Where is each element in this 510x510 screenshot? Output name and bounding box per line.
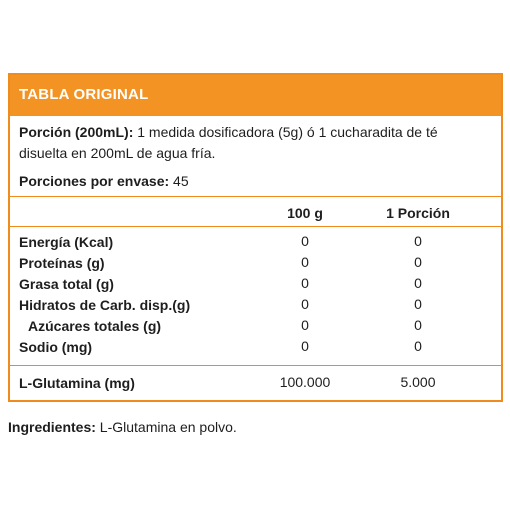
- nutrition-table: [8, 73, 503, 402]
- ingredients-text: L-Glutamina en polvo.: [95, 419, 237, 435]
- nutrient-name: Grasa total (g): [19, 276, 114, 292]
- table-title: TABLA ORIGINAL: [19, 86, 149, 103]
- ingredients-label: Ingredientes:: [8, 419, 96, 435]
- servings-label: Porciones por envase:: [19, 173, 170, 189]
- nutrient-per100: 0: [301, 317, 309, 333]
- servings-value: 45: [169, 173, 189, 189]
- divider: [10, 365, 501, 366]
- nutrient-name: Azúcares totales (g): [28, 318, 162, 334]
- col-header-100g: 100 g: [287, 205, 323, 221]
- nutrient-name: Energía (Kcal): [19, 234, 114, 250]
- portion-line-2: disuelta en 200mL de agua fría.: [19, 145, 216, 161]
- servings-line: [19, 172, 189, 190]
- divider: [10, 196, 501, 197]
- portion-line-1: [19, 123, 438, 141]
- nutrient-perportion: 0: [414, 254, 422, 270]
- nutrient-perportion: 0: [414, 338, 422, 354]
- nutrient-per100: 0: [301, 338, 309, 354]
- glutamine-perportion: 5.000: [400, 374, 436, 390]
- table-header: [10, 75, 501, 116]
- portion-label: Porción (200mL):: [19, 124, 134, 140]
- nutrient-perportion: 0: [414, 317, 422, 333]
- nutrient-perportion: 0: [414, 275, 422, 291]
- nutrient-name: Sodio (mg): [19, 339, 93, 355]
- divider: [10, 226, 501, 227]
- nutrient-perportion: 0: [414, 233, 422, 249]
- ingredients-line: [8, 419, 237, 435]
- nutrient-perportion: 0: [414, 296, 422, 312]
- nutrient-per100: 0: [301, 254, 309, 270]
- portion-text-1: 1 medida dosificadora (5g) ó 1 cucharadita de té: [133, 124, 438, 140]
- col-header-portion: 1 Porción: [386, 205, 450, 221]
- nutrient-per100: 0: [301, 275, 309, 291]
- nutrient-name: Proteínas (g): [19, 255, 105, 271]
- nutrient-per100: 0: [301, 296, 309, 312]
- glutamine-name: L-Glutamina (mg): [19, 375, 135, 391]
- nutrient-name: Hidratos de Carb. disp.(g): [19, 297, 191, 313]
- nutrient-per100: 0: [301, 233, 309, 249]
- glutamine-per100: 100.000: [279, 374, 331, 390]
